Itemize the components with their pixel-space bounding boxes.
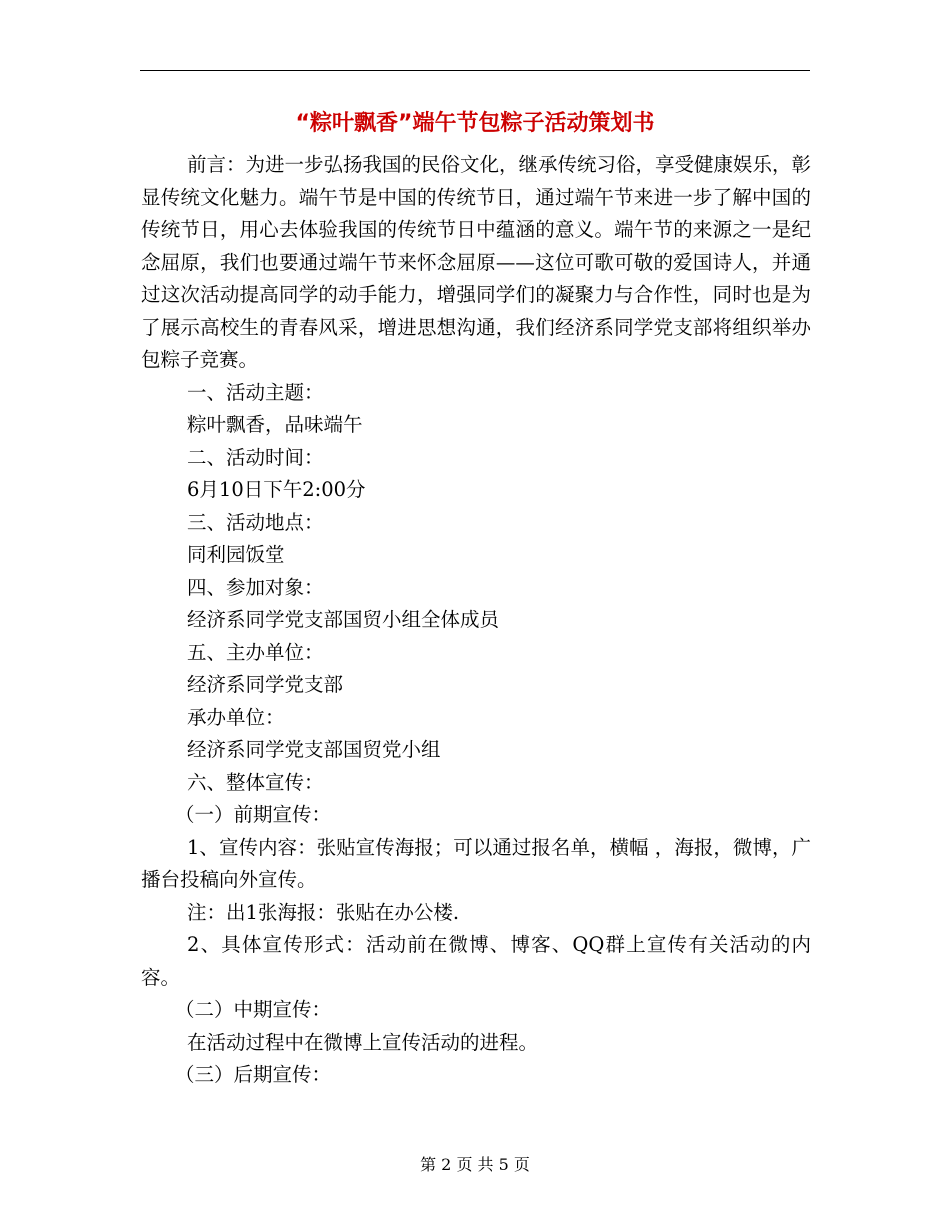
section-text-organizer: 经济系同学党支部国贸党小组 [187, 738, 441, 761]
promo-note: 注：出1张海报：张贴在办公楼. [187, 900, 460, 924]
section-heading-location: 三、活动地点： [187, 510, 324, 534]
promo-item-2: 2、具体宣传形式：活动前在微博、博客、QQ群上宣传有关活动的内容。 [141, 933, 811, 989]
section-heading-time: 二、活动时间： [187, 445, 324, 469]
section-text-location: 同利园饭堂 [187, 543, 285, 566]
document-body [141, 149, 811, 1092]
page-footer: 第 2 页 共 5 页 [420, 1155, 530, 1174]
promo-mid-text: 在活动过程中在微博上宣传活动的进程。 [187, 1030, 539, 1054]
section-text-host: 经济系同学党支部 [187, 673, 344, 696]
section-heading-promotion: 六、整体宣传： [187, 770, 324, 794]
promo-item-1: 1、宣传内容：张贴宣传海报；可以通过报名单，横幅 ，海报，微博，广播台投稿向外宣传。 [141, 835, 811, 891]
section-text-time: 6月10日下午2:00分 [187, 478, 366, 501]
section-text-participants: 经济系同学党支部国贸小组全体成员 [187, 608, 500, 631]
header-rule [140, 70, 810, 71]
promo-mid-heading: （二）中期宣传： [175, 998, 332, 1021]
section-heading-host: 五、主办单位： [187, 640, 324, 664]
promo-early-heading: （一）前期宣传： [175, 803, 332, 826]
promo-late-heading: （三）后期宣传： [175, 1063, 332, 1086]
section-heading-theme: 一、活动主题： [187, 380, 324, 404]
section-heading-organizer: 承办单位： [187, 705, 285, 729]
section-heading-participants: 四、参加对象： [187, 575, 324, 599]
document-title: “粽叶飘香”端午节包粽子活动策划书 [295, 111, 655, 136]
intro-paragraph: 前言：为进一步弘扬我国的民俗文化，继承传统习俗，享受健康娱乐，彰显传统文化魅力。端午节是中国的传统节日，通过端午节来进一步了解中国的传统节日，用心去体验我国的传统节日中蕴涵的意义。端午节的来源之一是纪念屈原，我们也要通过端午节来怀念屈原——这位可歌可敬的爱国诗人，并通过这次活动提高同学的动手能力，增强同学们的凝聚力与合作性，同时也是为了展示高校生的青春风采，增进思想沟通，我们经济系同学党支部将组织举办包粽子竞赛。 [141, 153, 812, 371]
section-text-theme: 粽叶飘香，品味端午 [187, 413, 363, 436]
